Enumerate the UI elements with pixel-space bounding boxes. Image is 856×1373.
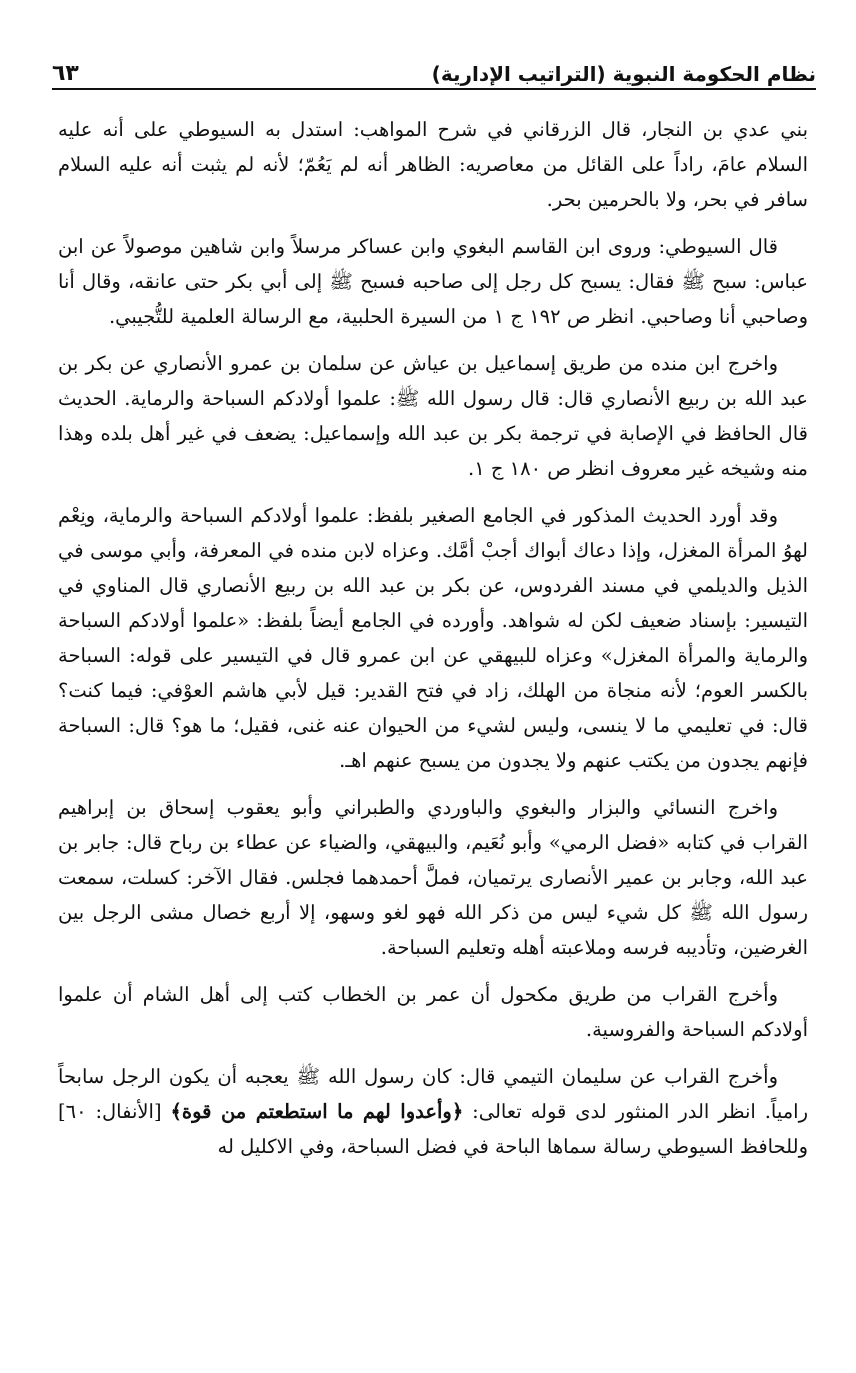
running-title: نظام الحكومة النبوية (التراتيب الإدارية)	[431, 62, 816, 86]
paragraph-4: وقد أورد الحديث المذكور في الجامع الصغير بلفظ: علموا أولادكم السباحة والرماية، ونِعْم لهوُ المرأة المغزل، وإذا دعاك أبواك أجبْ أمَّك. وعزاه لابن منده في المعرفة، وأبي موسى في الذيل والديلمي في مسند الفردوس، عن بكر بن عبد الله بن ربيع الأنصاري قال المناوي في التيسير: بإسناد ضعيف لكن له شواهد. وأورده في الجامع أيضاً بلفظ: «علموا أولادكم السباحة والرماية والمرأة المغزل» وعزاه للبيهقي عن ابن عمرو قال في التيسير على قوله: السباحة بالكسر العوم؛ لأنه منجاة من الهلك، زاد في فتح القدير: قيل لأبي هاشم العوْفي: فيما كنت؟ قال: في تعليمي ما لا ينسى، وليس لشيء من الحيوان عنه غنى، فقيل؛ ما هو؟ قال: السباحة فإنهم يجدون من يكتب عنهم ولا يجدون من يسبح عنهم اهـ.	[58, 504, 808, 772]
running-header	[52, 44, 816, 90]
paragraph-7-text-after: [الأنفال: ٦٠] وللحافظ السيوطي رسالة سماها الباحة في فضل السباحة، وفي الاكليل له	[58, 1100, 808, 1158]
page-number: ٦٣	[52, 61, 79, 86]
paragraph-7	[58, 1059, 808, 1164]
paragraph-6: وأخرج القراب من طريق مكحول أن عمر بن الخطاب كتب إلى أهل الشام أن علموا أولادكم السباحة والفروسية.	[58, 983, 808, 1041]
body-text	[58, 112, 808, 1164]
quran-verse: ﴿وأعدوا لهم ما استطعتم من قوة﴾	[170, 1100, 464, 1123]
paragraph-7-text-before: وأخرج القراب عن سليمان التيمي قال: كان رسول الله ﷺ يعجبه أن يكون الرجل سابحاً رامياً. انظر الدر المنثور لدى قوله تعالى:	[58, 1065, 809, 1123]
paragraph-1: بني عدي بن النجار، قال الزرقاني في شرح المواهب: استدل به السيوطي على أنه عليه السلام عامَ، راداً على القائل من معاصريه: الظاهر أنه لم يَعُمّ؛ لأنه لم يثبت أنه عليه السلام سافر في بحر، ولا بالحرمين بحر.	[58, 118, 808, 211]
paragraph-5: واخرج النسائي والبزار والبغوي والباوردي والطبراني وأبو يعقوب إسحاق بن إبراهيم القراب في كتابه «فضل الرمي» وأبو نُعَيم، والبيهقي، والضياء عن عطاء بن رباح قال: جابر بن عبد الله، وجابر بن عمير الأنصارى يرتميان، فملَّ أحمدهما فجلس. فقال الآخر: كسلت، سمعت رسول الله ﷺ كل شيء ليس من ذكر الله فهو لغو وسهو، إلا أربع خصال مشى الرجل بين الغرضين، وتأديبه فرسه وملاعبته أهله وتعليم السباحة.	[58, 796, 808, 959]
paragraph-3: واخرج ابن منده من طريق إسماعيل بن عياش عن سلمان بن عمرو الأنصاري عن بكر بن عبد الله بن ربيع الأنصاري قال: قال رسول الله ﷺ: علموا أولادكم السباحة والرماية. الحديث قال الحافظ في الإصابة في ترجمة بكر بن عبد الله وإسماعيل: يضعف في غير أهل بلده وهذا منه وشيخه غير معروف انظر ص ١٨٠ ج ١.	[58, 352, 808, 480]
paragraph-2: قال السيوطي: وروى ابن القاسم البغوي وابن عساكر مرسلاً وابن شاهين موصولاً عن ابن عباس: سبح ﷺ فقال: يسبح كل رجل إلى صاحبه فسبح ﷺ إلى أبي بكر حتى عانقه، وقال أنا وصاحبي أنا وصاحبي. انظر ص ١٩٢ ج ١ من السيرة الحلبية، مع الرسالة العلمية للتُّجيبي.	[58, 235, 808, 328]
